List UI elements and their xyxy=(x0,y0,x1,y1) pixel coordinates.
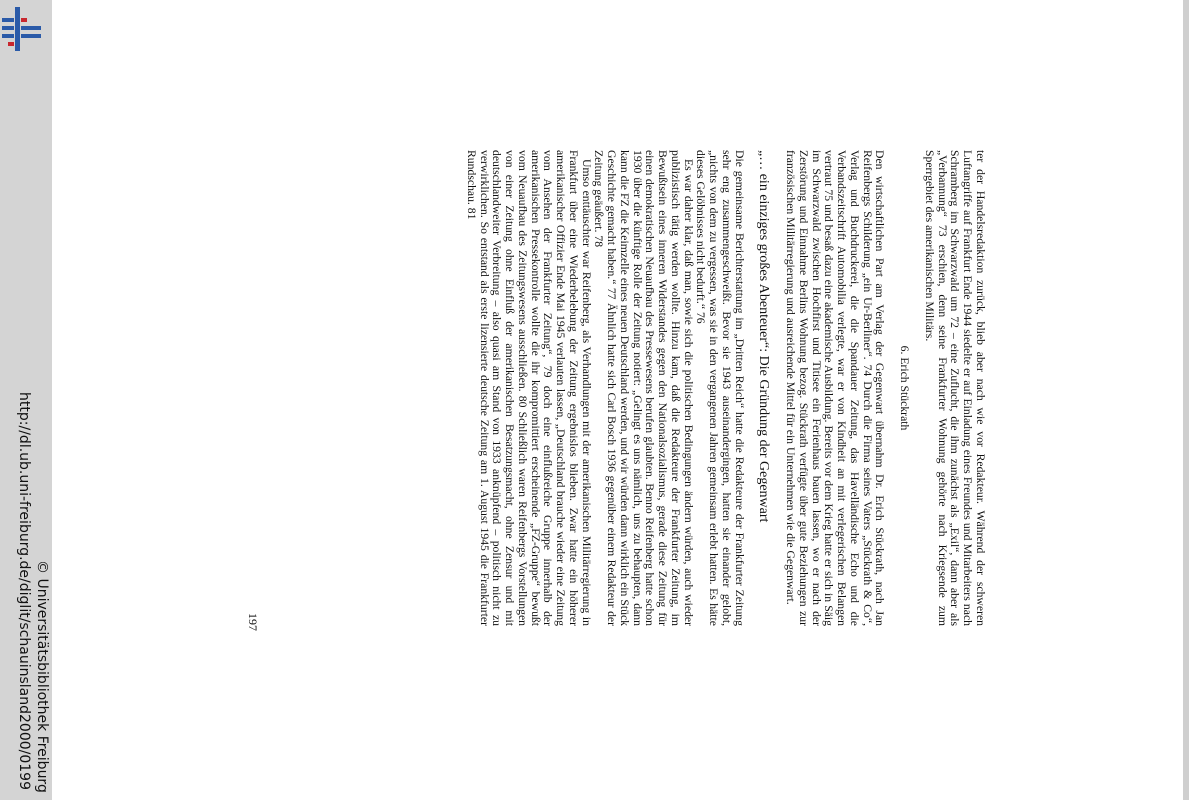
section-heading: 6. Erich Stückrath xyxy=(898,345,912,431)
page-number: 197 xyxy=(246,613,260,631)
section-paragraph: Den wirtschaftlichen Part am Verlag der Gegenwart übernahm Dr. Erich Stückrath, nach Jan Reifenbergs Schilderung „ein Ur-Berliner“. 74 Durch die Firma seines Vaters „Stückrath & Co“, Verlag und Buchdruckerei, die die Spandauer Zeitung, das Havelländische Echo und die Verbandszeitschrift Automobilia verlegte, war er von Kindheit an mit verlegerischen Belangen vertraut 75 und besaß dazu eine akademische Ausbildung. Bereits vor dem Krieg hatte er sich in Säig im Schwarzwald zwischen Hochfirst und Titisee ein Ferienhaus bauen lassen, wo er nach der Zerstörung und Einnahme Berlins Wohnung bezog. Stückrath verfügte über gute Beziehungen zur französischen Militärregierung und ausreichende Mittel für ein Unternehmen wie die Gegenwart. xyxy=(784,150,887,626)
page-url-link[interactable]: http://dl.ub.uni-freiburg.de/diglit/schauinsland2000/0199 xyxy=(16,392,32,790)
right-edge-scrollbar[interactable] xyxy=(1183,0,1189,800)
copyright-notice: © Universitätsbibliothek Freiburg xyxy=(34,560,50,793)
intro-paragraph: ter der Handelsredaktion zurück, blieb aber nach wie vor Redakteur. Während der schweren Luftangriffe auf Frankfurt Ende 1944 siedelte er auf Einladung eines Freundes und Mitarbeiters nach Schramberg im Schwarzwald um 72 – eine Zuflucht, die ihm zunächst als „Exil“, dann aber als „Verbannung“ 73 erschien, denn seine Frankfurter Wohnung gehörte nach Kriegsende zum Sperrgebiet des amerikanischen Militärs. xyxy=(923,150,987,626)
body-paragraph-2: Es war daher klar, daß man, sowie sich die politischen Bedingungen ändern würden, auch wieder publizistisch tätig werden wollte. Hinzu kam, daß die Redakteure der Frankfurter Zeitung, im Bewußtsein eines inneren Widerstandes gegen den Nationalsozialismus, gerade diese Zeitung für einen demokratischen Neuaufbau des Pressewesens berufen glaubten. Benno Reifenberg hatte schon 1930 über die künftige Rolle der Zeitung notiert: „Gelingt es uns nämlich, uns zu behaupten, dann kann die FZ die Keimzelle eines neuen Deutschland werden, und wir würden dann wirklich ein Stück Geschichte gemacht haben.“ 77 Ähnlich hatte sich Carl Bosch 1936 gegenüber einem Redakteur der Zeitung geäußert. 78 xyxy=(592,150,695,626)
page-text-column xyxy=(464,150,986,626)
body-paragraph-1: Die gemeinsame Berichterstattung im „Dritten Reich“ hatte die Redakteure der Frankfurter Zeitung sehr eng zusammengeschweißt. Bevor sie 1943 auseinandergingen, hatten sie einander gelobt, „nichts von dem zu vergessen, was sie in den vergangenen Jahren gemeinsam erlebt hatten. Es hätte dieses Gelöbnisses nicht bedurft.“ 76 xyxy=(694,150,746,626)
chapter-heading: „… ein einziges großes Abenteuer“: Die Gründung der Gegenwart xyxy=(756,150,772,523)
body-paragraph-3: Umso enttäuschter war Reifenberg, als Verhandlungen mit der amerikanischen Militärregierung in Frankfurt über eine Wiederbelebung der Zeitung ergebnislos blieben. Zwar hatte ein höherer amerikanischer Offizier Ende Mai 1945 verlauten lassen, „Deutschland brauche wieder eine Zeitung vom Ansehen der Frankfurter Zeitung“, 79 doch eine einflußreiche Gruppe innerhalb der amerikanischen Pressekontrolle wollte die ihr kompromittiert erscheinende „FZ-Gruppe“ bewußt vom Neuaufbau des Zeitungswesens ausschließen. 80 Schließlich waren Reifenbergs Vorstellungen von einer Zeitung ohne Einfluß der amerikanischen Besatzungsmacht, ohne Zensur und mit deutschlandweiter Verbreitung – also quasi am Stand von 1933 anknüpfend – politisch nicht zu verwirklichen. So entstand als erste lizensierte deutsche Zeitung am 1. August 1945 die Frankfurter Rundschau. 81 xyxy=(465,150,593,626)
